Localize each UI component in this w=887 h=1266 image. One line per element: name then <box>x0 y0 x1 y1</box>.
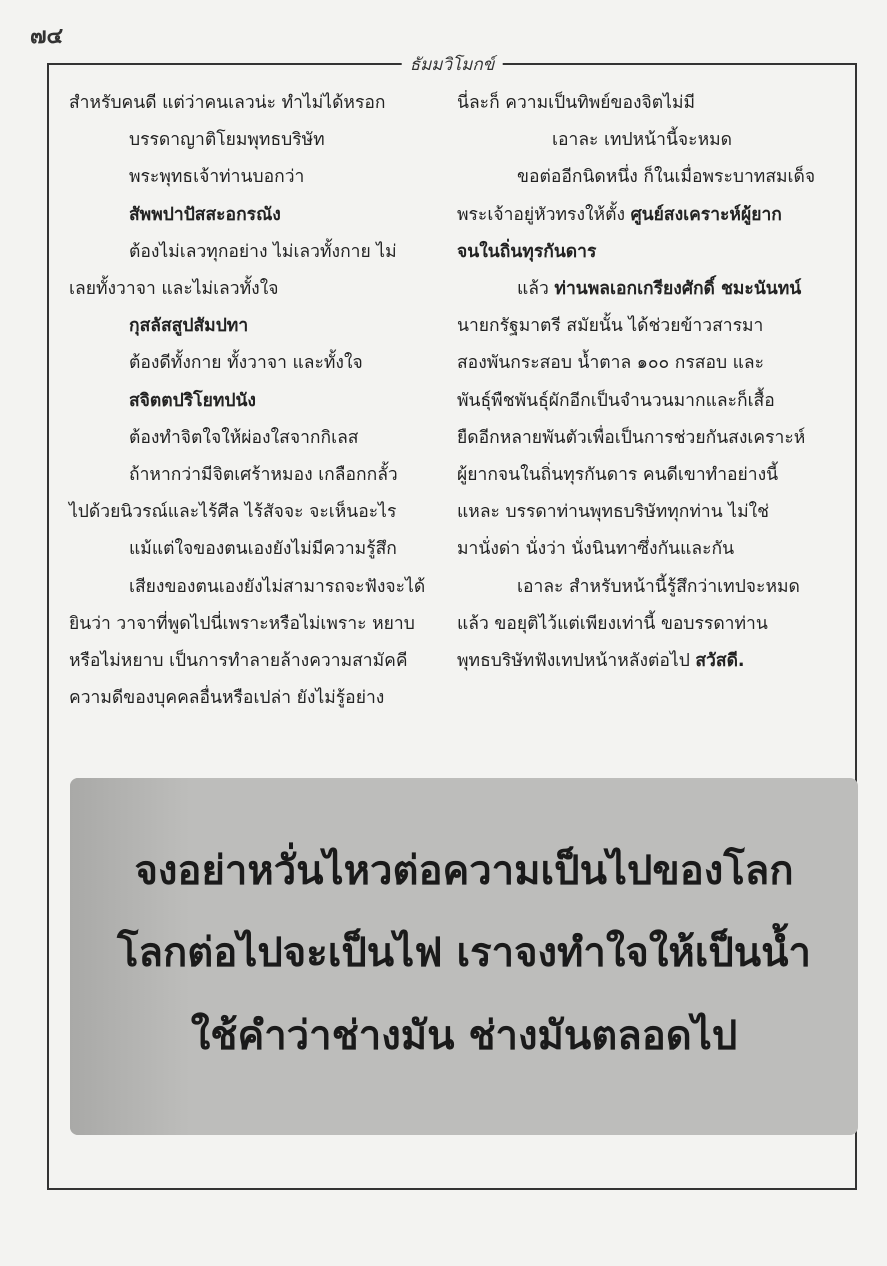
text-line: แล้ว ขอยุติไว้แต่เพียงเท่านี้ ขอบรรดาท่าน <box>457 613 768 634</box>
text-line: กุสลัสสูปสัมปทา <box>129 316 249 337</box>
text-line: สัพพปาปัสสะอกรณัง <box>129 204 281 225</box>
text-line: แหละ บรรดาท่านพุทธบริษัททุกท่าน ไม่ใช่ <box>457 502 770 523</box>
text-line: มานั่งด่า นั่งว่า นั่งนินทาซึ่งกันและกัน <box>457 539 735 560</box>
text-line: พุทธบริษัทฟังเทปหน้าหลังต่อไป สวัสดี. <box>457 651 745 672</box>
text-line: เลยทั้งวาจา และไม่เลวทั้งใจ <box>69 279 279 300</box>
text-line: สำหรับคนดี แต่ว่าคนเลวน่ะ ทำไม่ได้หรอก <box>69 93 386 113</box>
text-line: หรือไม่หยาบ เป็นการทำลายล้างความสามัคคี <box>69 651 408 672</box>
text-line: ผู้ยากจนในถิ่นทุรกันดาร คนดีเขาทำอย่างนี้ <box>457 465 779 486</box>
banner-line-1: จงอย่าหวั่นไหวต่อความเป็นไปของโลก <box>134 848 794 894</box>
banner-line-2: โลกต่อไปจะเป็นไฟ เราจงทำใจให้เป็นน้ำ <box>117 930 811 976</box>
text-line: เอาละ สำหรับหน้านี้รู้สึกว่าเทปจะหมด <box>517 576 800 597</box>
text-line: ขอต่ออีกนิดหนึ่ง ก็ในเมื่อพระบาทสมเด็จ <box>517 167 816 188</box>
text-line: ต้องทำจิตใจให้ผ่องใสจากกิเลส <box>129 427 359 448</box>
quote-banner <box>70 778 858 1135</box>
banner-line-3: ใช้คำว่าช่างมัน ช่างมันตลอดไป <box>190 1013 738 1059</box>
text-line: นายกรัฐมาตรี สมัยนั้น ได้ช่วยข้าวสารมา <box>457 316 764 337</box>
text-line: แม้แต่ใจของตนเองยังไม่มีความรู้สึก <box>129 539 397 560</box>
text-line: ยืดอีกหลายพันตัวเพื่อเป็นการช่วยกันสงเคราะห์ <box>457 427 806 448</box>
text-line: ถ้าหากว่ามีจิตเศร้าหมอง เกลือกกลั้ว <box>129 465 398 486</box>
text-line: เอาละ เทปหน้านี้จะหมด <box>552 130 733 151</box>
text-line: ไปด้วยนิวรณ์และไร้ศีล ไร้สัจจะ จะเห็นอะไร <box>69 502 397 523</box>
text-line: พระพุทธเจ้าท่านบอกว่า <box>129 167 305 188</box>
text-line: พันธุ์พืชพันธุ์ผักอีกเป็นจำนวนมากและก็เสื้อ <box>457 390 775 411</box>
text-line: ยินว่า วาจาที่พูดไปนี่เพราะหรือไม่เพราะ หยาบ <box>69 613 415 634</box>
text-line: แล้ว ท่านพลเอกเกรียงศักดิ์ ชมะนันทน์ <box>517 279 802 300</box>
text-line: สองพันกระสอบ น้ำตาล ๑๐๐ กรสอบ และ <box>457 353 765 374</box>
text-line: พระเจ้าอยู่หัวทรงให้ตั้ง ศูนย์สงเคราะห์ผู้ยาก <box>457 204 782 225</box>
page-number: ๗๔ <box>30 24 64 49</box>
running-header: ธัมมวิโมกข์ <box>402 51 503 78</box>
text-line: บรรดาญาติโยมพุทธบริษัท <box>129 130 325 151</box>
left-column <box>69 85 449 717</box>
text-line: สจิตตปริโยทปนัง <box>129 390 256 411</box>
text-line: จนในถิ่นทุรกันดาร <box>457 241 597 262</box>
right-column <box>457 85 842 680</box>
text-line: ต้องไม่เลวทุกอย่าง ไม่เลวทั้งกาย ไม่ <box>129 241 397 262</box>
text-line: นี่ละก็ ความเป็นทิพย์ของจิตไม่มี <box>457 93 696 113</box>
text-line: ความดีของบุคคลอื่นหรือเปล่า ยังไม่รู้อย่าง <box>69 688 385 709</box>
text-line: ต้องดีทั้งกาย ทั้งวาจา และทั้งใจ <box>129 353 363 374</box>
text-line: เสียงของตนเองยังไม่สามารถจะฟังจะได้ <box>129 576 426 597</box>
